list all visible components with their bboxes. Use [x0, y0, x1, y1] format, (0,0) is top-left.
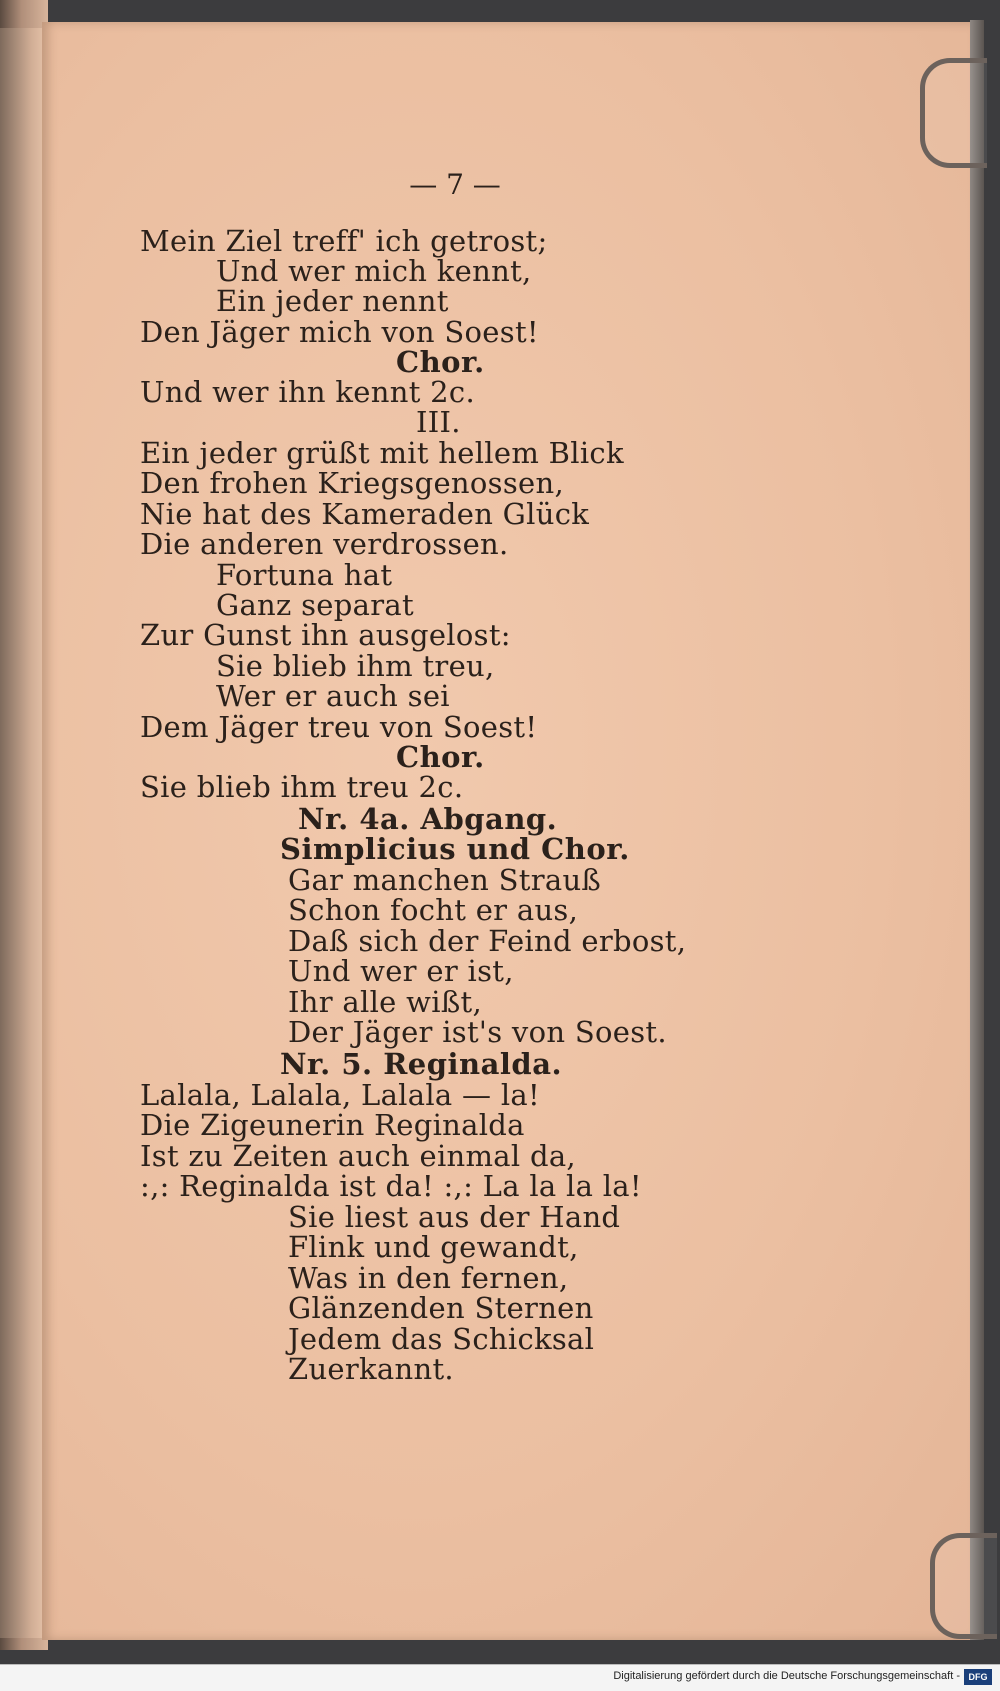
verse-line: Gar manchen Strauß [288, 863, 602, 897]
verse-line: Die Zigeunerin Reginalda [140, 1108, 525, 1142]
verse-line: Den frohen Kriegsgenossen, [140, 466, 564, 500]
verse-line: Jedem das Schicksal [288, 1322, 595, 1356]
verse-line: Ihr alle wißt, [288, 985, 482, 1019]
verse-line: Fortuna hat [216, 558, 393, 592]
verse-line: Und wer mich kennt, [216, 254, 532, 288]
section-subheading: Simplicius und Chor. [280, 832, 630, 866]
verse-line: Ganz separat [216, 588, 414, 622]
digitization-footer [0, 1664, 1000, 1691]
verse-line: Schon focht er aus, [288, 893, 579, 927]
section-heading: Nr. 5. Reginalda. [280, 1047, 563, 1081]
verse-line: Dem Jäger treu von Soest! [140, 710, 538, 744]
verse-line: Den Jäger mich von Soest! [140, 315, 539, 349]
verse-line: Sie blieb ihm treu, [216, 649, 495, 683]
page-clip-rail [970, 20, 984, 1640]
verse-line: Was in den fernen, [288, 1261, 569, 1295]
page-clip-bottom [930, 1533, 997, 1639]
verse-line: Der Jäger ist's von Soest. [288, 1015, 667, 1049]
verse-line: Zur Gunst ihn ausgelost: [140, 618, 511, 652]
verse-line: Die anderen verdrossen. [140, 527, 509, 561]
verse-line: Mein Ziel treff' ich getrost; [140, 224, 548, 258]
verse-line: :,: Reginalda ist da! :,: La la la la! [140, 1169, 642, 1203]
stanza-number: III. [416, 405, 461, 439]
verse-line: Ein jeder grüßt mit hellem Blick [140, 436, 624, 470]
verse-line: Flink und gewandt, [288, 1230, 579, 1264]
verse-line: Sie blieb ihm treu 2c. [140, 770, 464, 804]
verse-line: Nie hat des Kameraden Glück [140, 497, 590, 531]
chorus-heading: Chor. [396, 740, 485, 774]
page-clip-top [920, 58, 987, 168]
verse-line: Und wer er ist, [288, 954, 514, 988]
verse-line: Ein jeder nennt [216, 284, 449, 318]
section-heading: Nr. 4a. Abgang. [298, 802, 558, 836]
verse-line: Und wer ihn kennt 2c. [140, 375, 475, 409]
verse-line: Lalala, Lalala, Lalala — la! [140, 1078, 540, 1112]
funding-notice: Digitalisierung gefördert durch die Deutsche Forschungsgemeinschaft - [613, 1670, 960, 1682]
chorus-heading: Chor. [396, 345, 485, 379]
cover-edge [0, 28, 45, 1638]
verse-line: Wer er auch sei [216, 679, 450, 713]
dfg-logo: DFG [964, 1669, 992, 1685]
verse-line: Sie liest aus der Hand [288, 1200, 621, 1234]
page-number: — 7 — [409, 168, 501, 201]
verse-line: Zuerkannt. [288, 1352, 454, 1386]
verse-line: Daß sich der Feind erbost, [288, 924, 687, 958]
verse-line: Ist zu Zeiten auch einmal da, [140, 1139, 576, 1173]
verse-line: Glänzenden Sternen [288, 1291, 594, 1325]
